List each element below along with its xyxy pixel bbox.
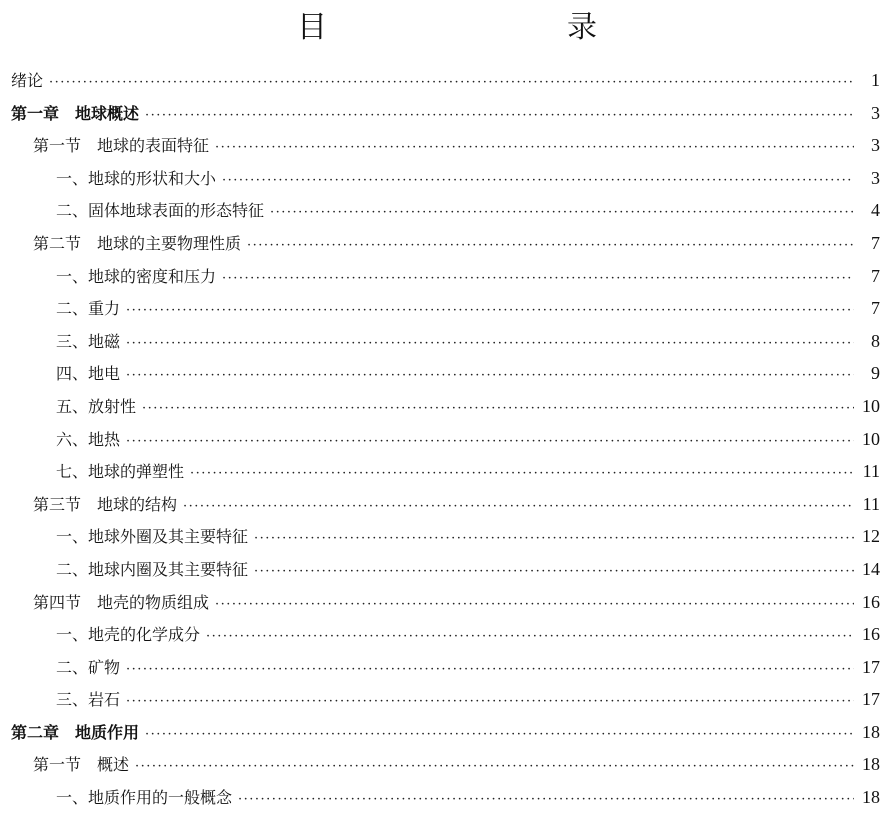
toc-entry-page-number: 7 — [871, 265, 880, 286]
toc-entry — [0, 198, 880, 231]
toc-entry-label: 四、地电 — [56, 364, 121, 384]
table-of-contents — [0, 68, 880, 818]
toc-entry-label: 七、地球的弹塑性 — [56, 462, 185, 482]
toc-entry — [0, 687, 880, 720]
toc-entry-page-number: 16 — [862, 591, 880, 612]
toc-entry-label: 第二节 地球的主要物理性质 — [33, 233, 242, 253]
toc-entry-page-number: 3 — [871, 102, 880, 123]
toc-entry-page-number: 7 — [871, 232, 880, 253]
toc-entry-label: 一、地质作用的一般概念 — [56, 788, 233, 808]
toc-entry-label: 三、地磁 — [56, 331, 121, 351]
toc-entry-label: 一、地球的形状和大小 — [56, 168, 217, 188]
toc-entry-label: 三、岩石 — [56, 690, 121, 710]
toc-entry-page-number: 10 — [862, 428, 880, 449]
toc-entry — [0, 329, 880, 362]
dot-leader — [222, 272, 854, 285]
dot-leader — [126, 435, 854, 448]
dot-leader — [270, 206, 854, 219]
toc-entry-label: 二、地球内圈及其主要特征 — [56, 559, 249, 579]
toc-entry-label: 一、地球的密度和压力 — [56, 266, 217, 286]
toc-entry — [0, 524, 880, 557]
toc-entry-page-number: 3 — [871, 167, 880, 188]
toc-entry — [0, 394, 880, 427]
toc-entry-page-number: 7 — [871, 298, 880, 319]
toc-entry — [0, 166, 880, 199]
toc-entry-label: 二、固体地球表面的形态特征 — [56, 201, 265, 221]
dot-leader — [126, 304, 854, 317]
toc-entry-label: 第二章 地质作用 — [11, 722, 140, 742]
toc-entry-page-number: 10 — [862, 395, 880, 416]
toc-entry — [0, 492, 880, 525]
toc-entry-page-number: 1 — [871, 70, 880, 90]
toc-entry — [0, 655, 880, 688]
toc-entry — [0, 133, 880, 166]
toc-entry-label: 第一章 地球概述 — [11, 103, 140, 123]
toc-entry-label: 二、重力 — [56, 299, 121, 319]
dot-leader — [254, 565, 854, 578]
toc-entry — [0, 557, 880, 590]
dot-leader — [142, 402, 854, 415]
dot-leader — [145, 109, 854, 122]
dot-leader — [222, 174, 854, 187]
toc-entry-page-number: 4 — [871, 200, 880, 221]
dot-leader — [49, 76, 854, 89]
toc-entry — [0, 752, 880, 785]
dot-leader — [145, 728, 854, 741]
toc-entry — [0, 590, 880, 623]
toc-entry — [0, 264, 880, 297]
toc-entry-label: 一、地壳的化学成分 — [56, 625, 201, 645]
dot-leader — [126, 663, 854, 676]
dot-leader — [247, 239, 854, 252]
toc-entry-page-number: 18 — [862, 787, 880, 808]
toc-entry-page-number: 11 — [862, 461, 880, 482]
dot-leader — [126, 695, 854, 708]
dot-leader — [215, 141, 854, 154]
toc-entry-label: 第三节 地球的结构 — [33, 494, 178, 514]
toc-entry-label: 第四节 地壳的物质组成 — [33, 592, 210, 612]
toc-entry — [0, 459, 880, 492]
toc-entry-label: 一、地球外圈及其主要特征 — [56, 527, 249, 547]
toc-entry-page-number: 16 — [862, 624, 880, 645]
toc-entry-label: 绪论 — [11, 71, 44, 90]
toc-entry — [0, 785, 880, 818]
dot-leader — [238, 793, 854, 806]
toc-entry-page-number: 17 — [862, 656, 880, 677]
toc-entry-label: 二、矿物 — [56, 657, 121, 677]
toc-entry — [0, 231, 880, 264]
toc-entry-label: 第一节 概述 — [33, 755, 130, 775]
toc-entry-page-number: 14 — [862, 558, 880, 579]
toc-entry — [0, 361, 880, 394]
toc-entry-page-number: 12 — [862, 526, 880, 547]
toc-entry-page-number: 18 — [862, 721, 880, 742]
toc-entry-label: 五、放射性 — [56, 396, 137, 416]
toc-entry-label: 第一节 地球的表面特征 — [33, 136, 210, 156]
dot-leader — [126, 369, 854, 382]
dot-leader — [215, 598, 854, 611]
dot-leader — [135, 760, 854, 773]
dot-leader — [254, 532, 854, 545]
dot-leader — [206, 630, 854, 643]
toc-entry-page-number: 3 — [871, 135, 880, 156]
toc-entry-page-number: 9 — [871, 363, 880, 384]
dot-leader — [183, 500, 854, 513]
toc-entry-label: 六、地热 — [56, 429, 121, 449]
toc-entry-page-number: 17 — [862, 689, 880, 710]
toc-entry-page-number: 8 — [871, 330, 880, 351]
toc-entry-page-number: 11 — [862, 493, 880, 514]
toc-entry — [0, 68, 880, 101]
toc-entry-page-number: 18 — [862, 754, 880, 775]
page-title: 目 录 — [297, 10, 657, 45]
toc-entry — [0, 101, 880, 134]
toc-entry — [0, 427, 880, 460]
dot-leader — [126, 337, 854, 350]
toc-entry — [0, 622, 880, 655]
toc-entry — [0, 296, 880, 329]
toc-entry — [0, 720, 880, 753]
dot-leader — [190, 467, 854, 480]
